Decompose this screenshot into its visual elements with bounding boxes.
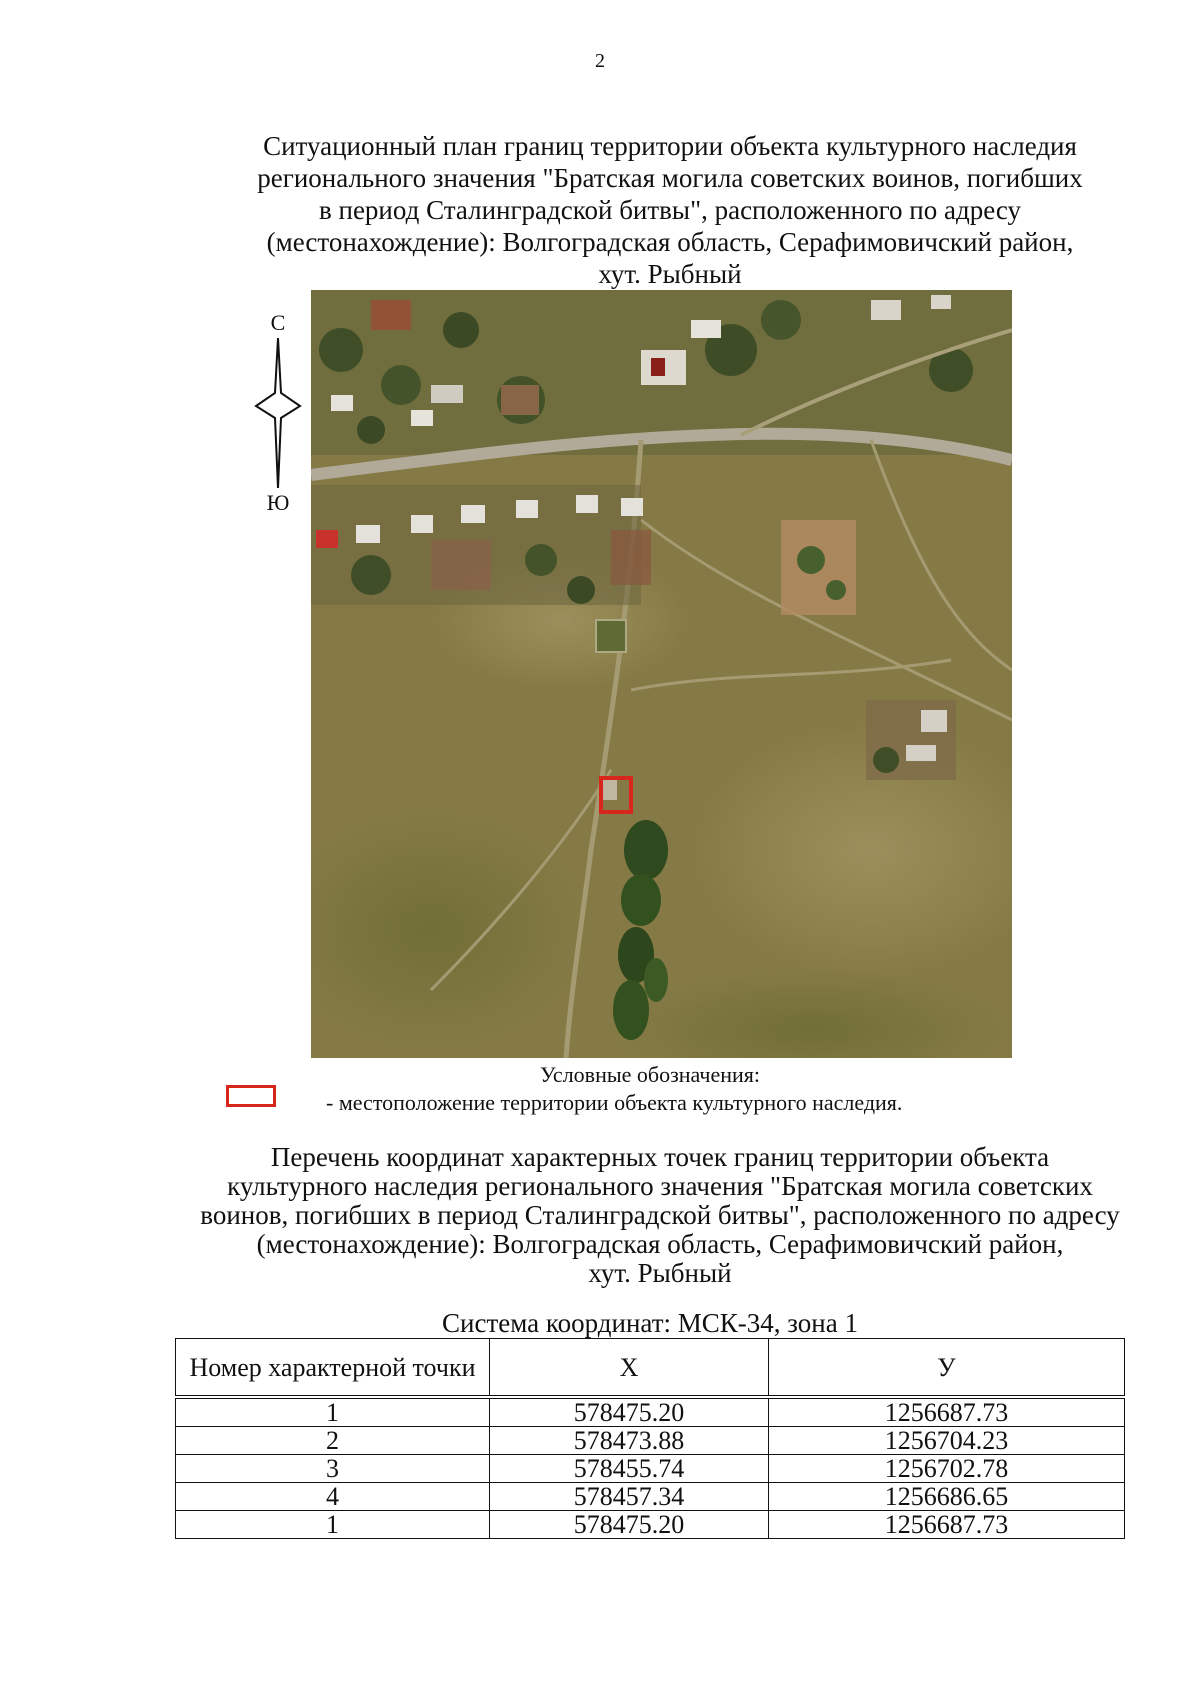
satellite-map bbox=[311, 290, 1012, 1058]
cell-point: 4 bbox=[176, 1483, 490, 1511]
cell-point: 2 bbox=[176, 1427, 490, 1455]
list-title-line: (местонахождение): Волгоградская область, Серафимовичский район, bbox=[256, 1229, 1064, 1259]
title-line: Ситуационный план границ территории объекта культурного наследия bbox=[263, 131, 1077, 161]
cell-y: 1256704.23 bbox=[769, 1427, 1125, 1455]
page-number: 2 bbox=[595, 50, 605, 72]
list-title-line: воинов, погибших в период Сталинградской битвы", расположенного по адресу bbox=[200, 1200, 1120, 1230]
table-header-row bbox=[176, 1339, 1125, 1398]
table-row bbox=[176, 1455, 1125, 1483]
coordinate-system-caption: Система координат: МСК-34, зона 1 bbox=[442, 1308, 858, 1338]
title-line: в период Сталинградской битвы", расположенного по адресу bbox=[319, 195, 1021, 225]
header-y: У bbox=[769, 1339, 1125, 1398]
cell-x: 578473.88 bbox=[490, 1427, 769, 1455]
cell-point: 1 bbox=[176, 1511, 490, 1539]
coordinates-table bbox=[175, 1338, 1125, 1539]
table-row bbox=[176, 1511, 1125, 1539]
coordinates-list-title bbox=[160, 1143, 1160, 1288]
table-row bbox=[176, 1483, 1125, 1511]
north-arrow-icon bbox=[248, 338, 308, 488]
north-arrow bbox=[248, 310, 308, 515]
cell-y: 1256702.78 bbox=[769, 1455, 1125, 1483]
cell-x: 578457.34 bbox=[490, 1483, 769, 1511]
cell-x: 578475.20 bbox=[490, 1397, 769, 1427]
cell-y: 1256686.65 bbox=[769, 1483, 1125, 1511]
header-point-number: Номер характерной точки bbox=[176, 1339, 490, 1398]
table-row bbox=[176, 1427, 1125, 1455]
legend-item-text: - местоположение территории объекта культурного наследия. bbox=[326, 1090, 903, 1115]
header-x: Х bbox=[490, 1339, 769, 1398]
title-line: регионального значения "Братская могила советских воинов, погибших bbox=[257, 163, 1083, 193]
cell-point: 1 bbox=[176, 1397, 490, 1427]
south-label: Ю bbox=[266, 490, 290, 515]
title-line: хут. Рыбный bbox=[598, 259, 742, 289]
north-label: С bbox=[270, 310, 286, 335]
title-line: (местонахождение): Волгоградская область, Серафимовичский район, bbox=[266, 227, 1074, 257]
table-row bbox=[176, 1397, 1125, 1427]
cell-point: 3 bbox=[176, 1455, 490, 1483]
cell-x: 578455.74 bbox=[490, 1455, 769, 1483]
satellite-map-image bbox=[311, 290, 1012, 1058]
cell-x: 578475.20 bbox=[490, 1511, 769, 1539]
cell-y: 1256687.73 bbox=[769, 1397, 1125, 1427]
legend-heading: Условные обозначения: bbox=[540, 1062, 761, 1087]
page-title bbox=[200, 130, 1140, 290]
list-title-line: Перечень координат характерных точек границ территории объекта bbox=[270, 1142, 1050, 1172]
list-title-line: культурного наследия регионального значения "Братская могила советских bbox=[227, 1171, 1093, 1201]
legend-marker-icon bbox=[226, 1085, 276, 1107]
cell-y: 1256687.73 bbox=[769, 1511, 1125, 1539]
list-title-line: хут. Рыбный bbox=[588, 1258, 732, 1288]
